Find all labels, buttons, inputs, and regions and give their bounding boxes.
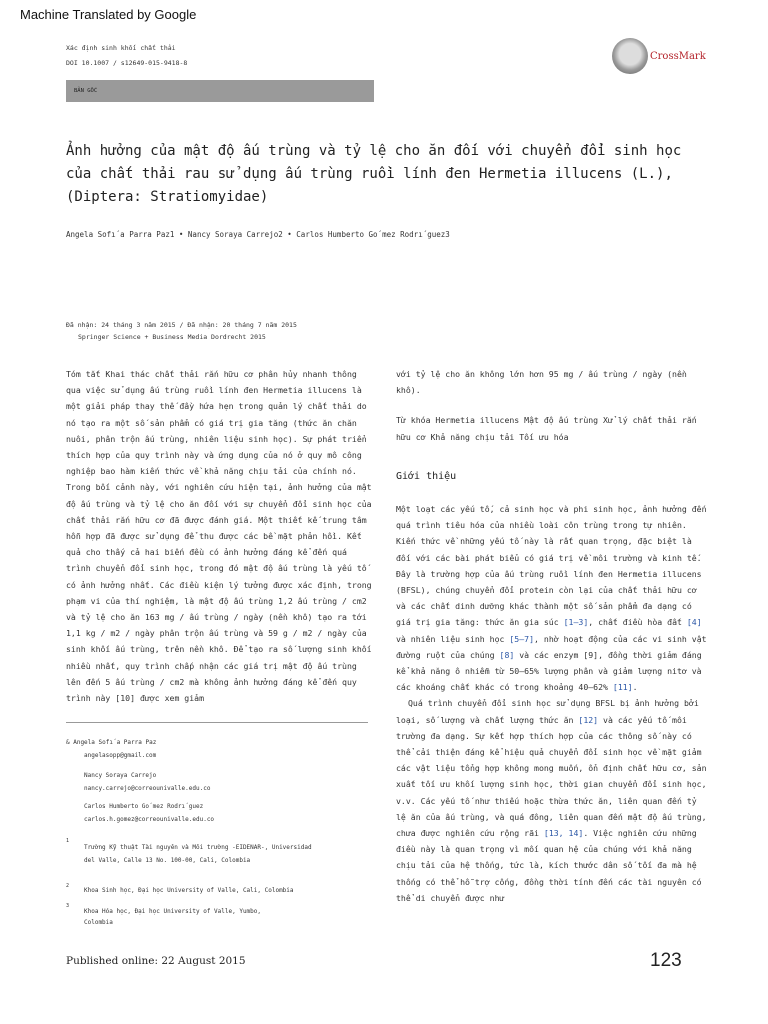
affiliation-3-number: 3 xyxy=(66,903,70,909)
citation-link[interactable]: [1–3] xyxy=(563,617,589,628)
crossmark-logo[interactable] xyxy=(612,38,707,78)
affiliation-1-number: 1 xyxy=(66,838,70,844)
email-1[interactable]: angelasopp@gmail.com xyxy=(84,752,157,759)
citation-link[interactable]: [13, 14] xyxy=(543,828,584,839)
crossmark-label: CrossMark xyxy=(650,51,706,62)
intro-text: Quá trình chuyển đổi sinh học sử dụng BFSL bị ảnh hưởng bởi loại, số lượng và chất lượng thức ăn xyxy=(396,698,699,725)
affiliation-2-number: 2 xyxy=(66,883,70,889)
intro-text: , nhờ hoạt động của các vi sinh vật đường ruột của chúng xyxy=(396,633,707,660)
affiliation-3: Khoa Hóa học, Đại học University of Valle, Yumbo, Colombia xyxy=(84,908,262,926)
intro-paragraph-2 xyxy=(396,695,708,906)
citation-link[interactable]: [4] xyxy=(686,617,702,628)
publisher-line: Springer Science + Business Media Dordrecht 2015 xyxy=(78,333,266,341)
affiliation-1: Trường Kỹ thuật Tài nguyên và Môi trường -EIDENAR-, Universidad del Valle, Calle 13 No. 100-00, Cali, Colombia xyxy=(84,844,312,864)
doi[interactable]: DOI 10.1007 / s12649-015-9418-8 xyxy=(66,59,188,67)
footnote-divider xyxy=(66,722,368,723)
paper-title: Ảnh hưởng của mật độ ấu trùng và tỷ lệ cho ăn đối với chuyển đổi sinh học của chất thải rau sử dụng ấu trùng ruồi lính đen Hermetia illucens (L.), (Diptera: Stratiomyidae) xyxy=(66,143,682,205)
intro-text: và nhiên liệu sinh học xyxy=(396,633,510,644)
right-column xyxy=(396,366,708,906)
intro-text: . Việc nghiên cứu những điều này là quan trọng vì mối quan hệ của chúng với khả năng chịu tải của hệ thống, tức là, kích thước dân số tối đa mà hệ thống có thể hỗ trợ cống, đồng thời tính đến các tài nguyên có thể di chuyển được như xyxy=(396,828,702,903)
abstract-text: Tóm tắt Khai thác chất thải rắn hữu cơ phân hủy nhanh thông qua việc sử dụng ấu trùng ruồi lính đen Hermetia illucens là một giải pháp thay thế đầy hứa hẹn trong quản lý chất thải do nó tạo ra một số sản phẩm có giá trị gia tăng (thức ăn chăn nuôi, phân trộn ấu trùng, nhiên liệu sinh học). Sự phát triển thích hợp của quy trình này và ứng dụng của nó ở quy mô công nghiệp bao hàm kiến thức về khả năng chịu tải của chính nó. Trong bối cảnh này, với nghiên cứu hiện tại, ảnh hưởng của mật độ ấu trùng và tỷ lệ cho ăn đối với sự chuyển đổi sinh học của chất thải rắn hữu cơ đã được đánh giá. Một thiết kế trung tâm hỗn hợp đã được sử dụng để thu được các bề mặt phản hồi. Kết quả cho thấy cả hai biến đều có ảnh hưởng đáng kể đến quá trình chuyển đổi sinh học, trong đó mật độ ấu trùng là yếu tố có ảnh hưởng nhất. Các điều kiện lý tưởng được xác định, trong phạm vi của thí nghiệm, là mật độ ấu trùng 1,2 ấu trùng / cm2 và tỷ lệ cho ăn 163 mg / ấu trùng / ngày (nền khô) tạo ra tới 1,1 kg / m2 / ngày phân trộn ấu trùng và 59 g / m2 / ngày của sinh khối ấu trùng, trên nền khô. Để tạo ra số lượng sinh khối nhiều nhất, quy trình chấp nhận các giá trị mật độ ấu trùng lên đến 5 ấu trùng / cm2 mà không ảnh hưởng đáng kể đến quy trình này [10] được xem giảm xyxy=(66,369,372,704)
email-2[interactable]: nancy.carrejo@correounivalle.edu.co xyxy=(84,785,211,792)
intro-paragraph-1: Một loạt các yếu tố, cả sinh học và phi sinh học, ảnh hưởng đến quá trình tiêu hóa của nhiều loài côn trùng trong tự nhiên. Kiến thức về những yếu tố này là rất quan trọng, đặc biệt là đối với các bài phát biểu có giá trị về môi trường và kinh tế. Đây là trường hợp của ấu trùng ruồi lính đen Hermetia illucens (BFSL), chúng chuyển đổi protein còn lại của chất thải hữu cơ và các chất dinh dưỡng khác thành một số sản phẩm đa dạng có giá trị gia tăng: thức ăn gia súc [1–3], chất điều hòa đất [4] và nhiên liệu sinh học [5–7], nhờ hoạt động của các vi sinh vật đường ruột của chúng [8] và các enzym [9], đồng thời giảm đáng kể khả năng ô nhiễm từ 50–65% lượng phân và giảm lượng nitơ và các khoáng chất khác có trong khoảng 40–62% [11]. xyxy=(396,504,707,693)
publication-dates xyxy=(66,319,297,343)
citation-link[interactable]: [5–7] xyxy=(509,633,535,644)
published-online: Published online: 22 August 2015 xyxy=(66,955,246,967)
intro-text: Một loạt các yếu tố, cả sinh học và phi sinh học, ảnh hưởng đến quá trình tiêu hóa của nhiều loài côn trùng trong tự nhiên. Kiến thức về những yếu tố này là rất quan trọng, đặc biệt là đối với các bài phát biểu có giá trị về môi trường và kinh tế. Đây là trường hợp của ấu trùng ruồi lính đen Hermetia illucens (BFSL), chúng chuyển đổi protein còn lại của chất thải hữu cơ và các chất dinh dưỡng khác thành một số sản phẩm đa dạng có giá trị gia tăng: thức ăn gia súc xyxy=(396,504,707,628)
author-2-name: Nancy Soraya Carrejo xyxy=(84,772,157,779)
affiliation-2: Khoa Sinh học, Đại học University of Valle, Cali, Colombia xyxy=(84,887,294,894)
left-column xyxy=(66,366,372,706)
citation-link[interactable]: [11] xyxy=(612,682,633,693)
page-number: 123 xyxy=(650,950,682,971)
article-type-label: BẢN GỐC xyxy=(74,88,98,94)
intro-heading: Giới thiệu xyxy=(396,470,457,482)
author-list: Angela Sofı´a Parra Paz1 • Nancy Soraya Carrejo2 • Carlos Humberto Go´mez Rodrı´guez3 xyxy=(66,230,450,239)
corresponding-author: & Angela Sofı´a Parra Paz xyxy=(66,739,157,746)
citation-link[interactable]: [12] xyxy=(578,714,599,725)
intro-text: , chất điều hòa đất xyxy=(588,617,687,628)
intro-text: và các enzym [9], đồng thời giảm đáng kể khả năng ô nhiễm từ 50–65% lượng phân và giảm lượng nitơ và các khoáng chất khác có trong khoảng 40–62% xyxy=(396,649,702,693)
citation-link[interactable]: [8] xyxy=(499,649,515,660)
article-type-band xyxy=(66,80,374,102)
intro-text: và các yếu tố môi trường đa dạng. Sự kết hợp thích hợp của các thông số này có thể cải thiện đáng kể hiệu quả chuyển đổi sinh học về mặt giảm các vật liệu tổng hợp không mong muốn, ổn định chất hữu cơ, sản xuất tối ưu khối lượng sinh học, thời gian chuyển đổi sinh học, v.v. Các yếu tố như thiếu hoặc thừa thức ăn, liên quan đến tỷ lệ ăn của ấu trùng, và quá đông, liên quan đến mật độ ấu trùng, chưa được nghiên cứu rộng rãi xyxy=(396,714,707,839)
crossmark-icon xyxy=(612,38,648,74)
received-date: Đã nhận: 24 tháng 3 năm 2015 / Đã nhận: 20 tháng 7 năm 2015 xyxy=(66,321,297,329)
abstract-continuation: với tỷ lệ cho ăn không lớn hơn 95 mg / ấu trùng / ngày (nền khô). xyxy=(396,369,687,396)
author-3-name: Carlos Humberto Go´mez Rodrı´guez xyxy=(84,803,204,810)
keywords: Từ khóa Hermetia illucens Mật độ ấu trùng Xử lý chất thải rắn hữu cơ Khả năng chịu tải Tối ưu hóa xyxy=(396,415,697,442)
machine-translation-banner: Machine Translated by Google xyxy=(20,7,197,22)
email-3[interactable]: carlos.h.gomez@correounivalle.edu.co xyxy=(84,816,215,823)
journal-name: Xác định sinh khối chất thải xyxy=(66,44,176,52)
